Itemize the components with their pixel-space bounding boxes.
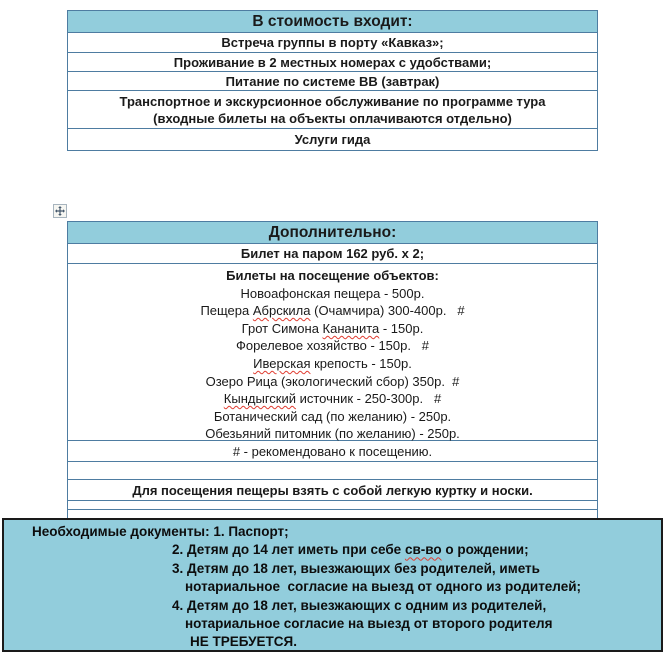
object-price-line [68, 390, 597, 408]
additional-table-header[interactable] [68, 222, 597, 244]
documents-line [4, 560, 661, 578]
object-price-line [68, 373, 597, 391]
documents-line [4, 578, 661, 596]
text-segment: (Очамчира) 300-400р. # [310, 303, 465, 319]
cave-note-row[interactable] [68, 480, 597, 501]
ferry-price-row[interactable] [68, 244, 597, 264]
misspelled-word: Кананита [322, 320, 380, 336]
row-text: Услуги гида [294, 132, 371, 147]
misspelled-word: Кындыгский [223, 391, 296, 407]
included-table-header-label: В стоимость входит: [252, 13, 413, 30]
additional-table [67, 221, 598, 523]
text-segment: НЕ ТРЕБУЕТСЯ. [190, 634, 297, 650]
object-price-line [68, 320, 597, 338]
table-row[interactable] [68, 91, 597, 129]
included-table [67, 10, 598, 151]
object-price-line [68, 302, 597, 320]
table-move-handle-icon [55, 206, 65, 216]
text-segment: Озеро Рица (экологический сбор) 350р. # [205, 373, 460, 389]
row-text: Питание по системе BB (завтрак) [225, 73, 440, 89]
table-move-handle[interactable] [53, 204, 67, 218]
object-price-line [68, 355, 597, 373]
row-text: Проживание в 2 местных номерах с удобствами; [173, 54, 492, 70]
documents-line [4, 633, 661, 651]
table-row[interactable] [68, 53, 597, 72]
row-text: Транспортное и экскурсионное обслуживание по программе тура (входные билеты на объекты оплачиваются отдельно) [119, 93, 546, 126]
misspelled-word: св-во [404, 542, 442, 558]
table-row[interactable] [68, 33, 597, 53]
included-table-header[interactable] [68, 11, 597, 33]
text-segment: - 150р. [379, 320, 424, 336]
misspelled-word: Абрскила [252, 303, 311, 319]
spacer-row[interactable] [68, 501, 597, 510]
row-text: Для посещения пещеры взять с собой легкую куртку и носки. [132, 482, 533, 498]
text-segment: Грот Симона [241, 320, 323, 336]
text-segment: 4. Детям до 18 лет, выезжающих с одним из родителей, [172, 597, 547, 613]
row-text: Встреча группы в порту «Кавказ»; [221, 35, 444, 50]
documents-line [4, 597, 661, 615]
note-row[interactable] [68, 441, 597, 462]
text-segment: 2. Детям до 14 лет иметь при себе [172, 542, 405, 558]
misspelled-word: Иверская [253, 355, 311, 371]
text-segment: Ботанический сад (по желанию) - 250р. [213, 408, 452, 424]
text-segment: нотариальное согласие на выезд от второго родителя [185, 616, 553, 632]
spacer-row[interactable] [68, 462, 597, 480]
table-row[interactable] [68, 72, 597, 91]
text-segment: источник - 250-300р. # [296, 391, 442, 407]
object-price-line [68, 408, 597, 426]
table-row[interactable] [68, 129, 597, 150]
objects-title: Билеты на посещение объектов: [226, 268, 439, 283]
documents-panel[interactable] [2, 518, 663, 652]
documents-line [4, 541, 661, 559]
documents-line [4, 615, 661, 633]
text-segment: о рождении; [441, 542, 529, 558]
text-segment: крепость - 150р. [310, 355, 412, 371]
text-segment: Обезьяний питомник (по желанию) - 250р. [205, 426, 460, 442]
additional-table-header-label: Дополнительно: [268, 224, 397, 241]
documents-line [4, 523, 661, 541]
text-segment: Пещера [200, 303, 253, 319]
text-segment: нотариальное согласие на выезд от одного из родителей; [185, 579, 582, 595]
text-segment: Новоафонская пещера - 500р. [240, 285, 425, 301]
text-segment: Форелевое хозяйство - 150р. # [235, 338, 430, 354]
row-text: Билет на паром 162 руб. х 2; [240, 246, 425, 261]
object-price-line [68, 337, 597, 355]
object-price-line [68, 285, 597, 303]
row-text: # - рекомендовано к посещению. [232, 443, 433, 459]
text-segment: 3. Детям до 18 лет, выезжающих без родителей, иметь [172, 560, 540, 576]
objects-cell[interactable] [68, 264, 597, 441]
text-segment: Необходимые документы: 1. Паспорт; [32, 524, 289, 539]
